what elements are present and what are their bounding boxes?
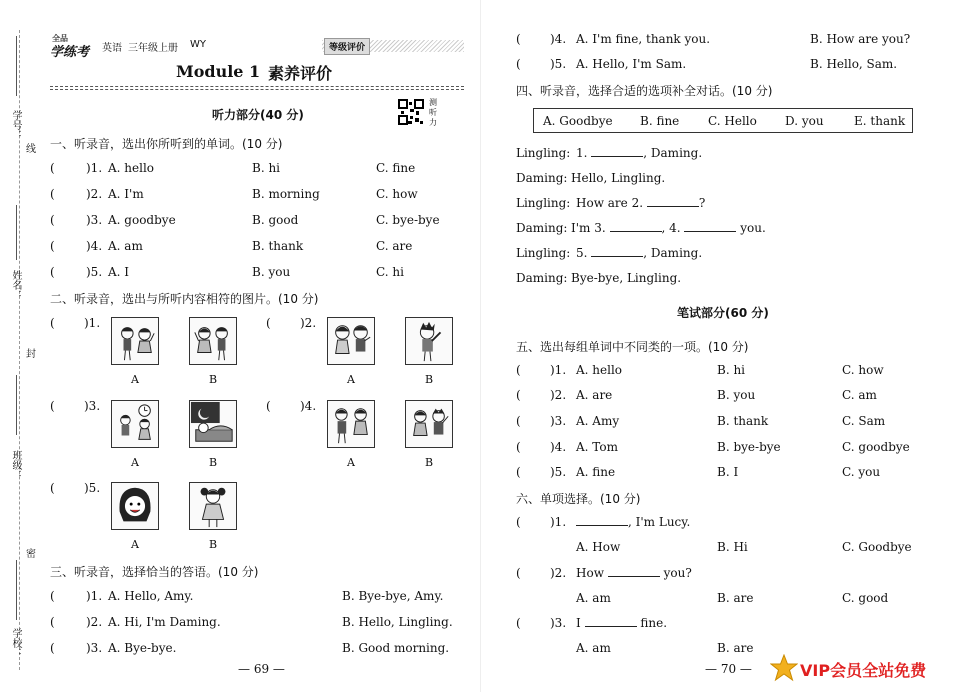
- option-c: C. goodbye: [842, 440, 910, 454]
- option-a: A. How: [576, 540, 621, 554]
- word-option: C. Hello: [708, 114, 757, 128]
- module-subtitle: 素养评价: [268, 64, 333, 83]
- option-b: B. How are you?: [810, 32, 911, 46]
- pic-label-b: B: [424, 373, 434, 386]
- answer-paren[interactable]: (: [50, 481, 55, 495]
- word-bank-box: [533, 108, 913, 133]
- dialogue-text: I'm 3. , 4. you.: [571, 221, 766, 235]
- option-b: B. I: [717, 465, 739, 479]
- option-c: C. bye-bye: [376, 213, 440, 227]
- question-text: , I'm Lucy.: [576, 515, 690, 529]
- answer-paren[interactable]: (: [50, 589, 55, 603]
- star-icon: [770, 654, 798, 682]
- blank-3-input[interactable]: [610, 231, 662, 232]
- option-a: A. goodbye: [108, 213, 176, 227]
- blank-5-input[interactable]: [591, 256, 643, 257]
- answer-paren[interactable]: (: [50, 239, 55, 253]
- pic-label-a: A: [347, 456, 355, 469]
- answer-paren[interactable]: (: [266, 399, 271, 413]
- class-label: 班级：: [10, 450, 21, 480]
- option-b: B. morning: [252, 187, 320, 201]
- binding-margin: [0, 0, 40, 692]
- pic-label-b: B: [208, 456, 218, 469]
- option-b: B. Hello, Sam.: [810, 57, 898, 71]
- answer-paren[interactable]: (: [516, 515, 521, 529]
- sec4-title: 四、听录音，选择合适的选项补全对话。(10 分): [516, 84, 773, 98]
- option-b: B. hi: [717, 363, 746, 377]
- option-c: C. good: [842, 591, 889, 605]
- option-a: A. fine: [576, 465, 616, 479]
- brand-top: 全品: [52, 34, 68, 43]
- blank-1-input[interactable]: [591, 156, 643, 157]
- answer-paren[interactable]: (: [266, 316, 271, 330]
- qr-caption: 测听力: [429, 98, 437, 127]
- answer-paren[interactable]: (: [50, 399, 55, 413]
- answer-blank[interactable]: [585, 626, 637, 627]
- secret-label: 密: [26, 549, 36, 560]
- clock-children-picture[interactable]: [111, 400, 159, 448]
- blank-2-input[interactable]: [647, 206, 699, 207]
- option-b: B. are: [717, 641, 754, 655]
- word-option: B. fine: [640, 114, 680, 128]
- option-b: B. Good morning.: [342, 641, 450, 655]
- option-b: B. are: [717, 591, 754, 605]
- header-grade: 三年级上册: [128, 43, 178, 54]
- option-c: C. hi: [376, 265, 404, 279]
- seal-label: 封: [26, 349, 36, 360]
- option-a: A. hello: [576, 363, 623, 377]
- sec2-title: 二、听录音，选出与所听内容相符的图片。(10 分): [50, 292, 319, 306]
- boy-girl-picture[interactable]: [405, 400, 453, 448]
- answer-paren[interactable]: (: [516, 616, 521, 630]
- grade-badge: 等级评价: [324, 38, 370, 55]
- school-label: 学校：: [10, 628, 21, 658]
- answer-paren[interactable]: (: [50, 615, 55, 629]
- answer-paren[interactable]: (: [516, 388, 521, 402]
- boy-waving-picture[interactable]: [405, 317, 453, 365]
- header-edition: WY: [190, 39, 206, 50]
- option-a: A. Hello, I'm Sam.: [576, 57, 687, 71]
- sec1-title: 一、听录音，选出你所听到的单词。(10 分): [50, 137, 283, 151]
- girl-pigtails-picture[interactable]: [189, 482, 237, 530]
- sec3-title: 三、听录音，选择恰当的答语。(10 分): [50, 565, 259, 579]
- word-option: D. you: [785, 114, 824, 128]
- dialogue-text: 5. , Daming.: [576, 246, 703, 260]
- option-a: A. I'm fine, thank you.: [576, 32, 711, 46]
- answer-paren[interactable]: (: [516, 566, 521, 580]
- pic-label-b: B: [424, 456, 434, 469]
- cut-line-label: 线: [26, 144, 36, 155]
- module-title: Module 1: [176, 62, 261, 81]
- option-b: B. Hi: [717, 540, 748, 554]
- option-c: C. how: [842, 363, 884, 377]
- option-b: B. hi: [252, 161, 281, 175]
- option-c: C. are: [376, 239, 413, 253]
- answer-paren[interactable]: (: [516, 414, 521, 428]
- question-text: I fine.: [576, 616, 668, 630]
- answer-paren[interactable]: (: [516, 363, 521, 377]
- word-option: E. thank: [854, 114, 906, 128]
- option-a: A. Amy: [576, 414, 620, 428]
- written-title: 笔试部分(60 分): [677, 306, 769, 320]
- option-a: A. Hello, Amy.: [108, 589, 194, 603]
- pic-label-a: A: [347, 373, 355, 386]
- answer-paren[interactable]: (: [50, 316, 55, 330]
- option-b: B. you: [252, 265, 291, 279]
- option-c: C. Goodbye: [842, 540, 912, 554]
- pic-label-b: B: [208, 373, 218, 386]
- girl-boy-waving-picture[interactable]: [189, 317, 237, 365]
- night-bed-picture[interactable]: [189, 400, 237, 448]
- option-a: A. am: [576, 591, 611, 605]
- girl-face-picture[interactable]: [111, 482, 159, 530]
- option-a: A. hello: [108, 161, 155, 175]
- option-a: A. am: [576, 641, 611, 655]
- word-option: A. Goodbye: [543, 114, 613, 128]
- vip-watermark[interactable]: [766, 650, 954, 690]
- dialogue-text: How are 2. ?: [576, 196, 706, 210]
- option-b: B. good: [252, 213, 299, 227]
- pic-label-a: A: [131, 538, 139, 551]
- title-divider: [50, 86, 464, 87]
- pic-label-b: B: [208, 538, 218, 551]
- blank-4-input[interactable]: [684, 231, 736, 232]
- answer-blank[interactable]: [576, 525, 628, 526]
- pic-label-a: A: [131, 456, 139, 469]
- answer-paren[interactable]: (: [50, 265, 55, 279]
- name-label: 姓名：: [10, 270, 21, 300]
- option-a: A. am: [108, 239, 143, 253]
- answer-paren[interactable]: (: [50, 641, 55, 655]
- sec6-title: 六、单项选择。(10 分): [516, 492, 641, 506]
- option-b: B. Bye-bye, Amy.: [342, 589, 444, 603]
- option-a: A. Hi, I'm Daming.: [108, 615, 221, 629]
- pic-label-a: A: [131, 373, 139, 386]
- option-c: C. fine: [376, 161, 416, 175]
- header-subject: 英语: [102, 43, 122, 54]
- option-a: A. Bye-bye.: [108, 641, 177, 655]
- listening-title: 听力部分(40 分): [212, 108, 304, 122]
- answer-paren[interactable]: (: [50, 187, 55, 201]
- answer-blank[interactable]: [608, 576, 660, 577]
- answer-paren[interactable]: (: [516, 440, 521, 454]
- option-a: A. are: [576, 388, 613, 402]
- children-hello-picture[interactable]: [327, 317, 375, 365]
- page-number-right: — 70 —: [705, 662, 752, 676]
- qr-code-icon[interactable]: [398, 99, 424, 125]
- option-b: B. thank: [252, 239, 304, 253]
- option-b: B. bye-bye: [717, 440, 781, 454]
- question-text: How you?: [576, 566, 692, 580]
- option-a: A. Tom: [576, 440, 618, 454]
- answer-paren[interactable]: (: [516, 57, 521, 71]
- option-c: C. how: [376, 187, 418, 201]
- boy-girl-greeting-picture[interactable]: [111, 317, 159, 365]
- student-number-label: 学号：: [10, 110, 21, 140]
- option-a: A. I'm: [108, 187, 144, 201]
- option-c: C. Sam: [842, 414, 886, 428]
- answer-paren[interactable]: (: [516, 465, 521, 479]
- brand-logo: 学练考: [50, 45, 90, 60]
- option-b: B. Hello, Lingling.: [342, 615, 453, 629]
- option-c: C. you: [842, 465, 881, 479]
- answer-paren[interactable]: (: [516, 32, 521, 46]
- option-a: A. I: [108, 265, 130, 279]
- dialogue-text: 1. , Daming.: [576, 146, 703, 160]
- answer-paren[interactable]: (: [50, 161, 55, 175]
- page-number-left: — 69 —: [238, 662, 285, 676]
- option-c: C. am: [842, 388, 877, 402]
- page-fold: [480, 0, 481, 692]
- answer-paren[interactable]: (: [50, 213, 55, 227]
- option-b: B. you: [717, 388, 756, 402]
- option-b: B. thank: [717, 414, 769, 428]
- children-talking-picture[interactable]: [327, 400, 375, 448]
- sec5-title: 五、选出每组单词中不同类的一项。(10 分): [516, 340, 749, 354]
- vip-text: VIP会员全站免费: [800, 661, 927, 680]
